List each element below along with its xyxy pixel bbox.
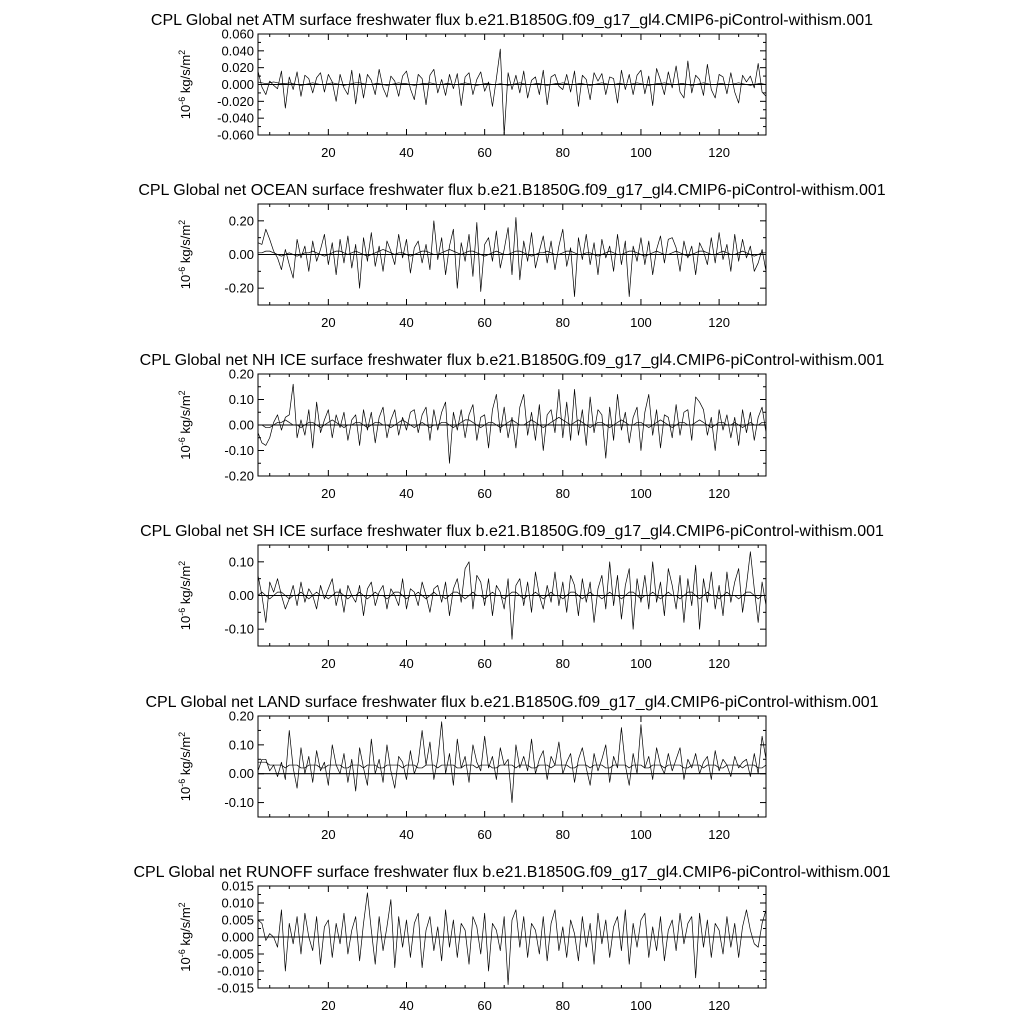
series-line-annual [258,722,766,803]
x-tick-label: 40 [399,656,414,671]
series-line-annual [258,893,766,985]
y-axis-label-base: 10 [178,274,193,290]
y-axis-label-base: 10 [178,615,193,631]
y-tick-label: 0.060 [221,26,254,42]
x-tick-label: 40 [399,315,414,330]
y-axis-label-exp: -6 [177,96,187,105]
y-axis-label [177,732,193,801]
y-axis-label-unit-exp: 2 [177,219,187,225]
x-tick-label: 40 [399,998,414,1013]
x-tick-label: 60 [477,998,492,1013]
x-tick-label: 100 [630,656,652,671]
y-tick-label: -0.015 [217,980,254,996]
x-tick-label: 60 [477,486,492,501]
x-tick-label: 80 [555,145,571,160]
y-tick-label: 0.000 [221,77,254,92]
y-tick-label: 0.010 [221,895,254,911]
y-axis-label-base: 10 [178,786,193,802]
chart-panel-5 [145,694,878,842]
y-axis-label-unit-exp: 2 [177,731,187,737]
x-tick-label: 20 [321,998,336,1013]
y-axis-label-unit-exp: 2 [177,560,187,566]
x-tick-label: 100 [630,998,652,1013]
x-tick-label: 80 [555,827,571,842]
chart-panel-2 [138,182,885,330]
chart-title: CPL Global net ATM surface freshwater flux b.e21.B1850G.f09_g17_gl4.CMIP6-piControl-withism.001 [150,12,874,29]
y-axis-label-unit-exp: 2 [177,49,187,55]
y-axis-label [177,50,193,119]
y-tick-label: 0.040 [221,43,254,59]
y-tick-label: 0.015 [221,878,254,894]
chart-title: CPL Global net OCEAN surface freshwater flux b.e21.B1850G.f09_g17_gl4.CMIP6-piControl-withism.001 [138,182,886,199]
x-tick-label: 20 [321,486,336,501]
x-tick-label: 100 [630,486,652,501]
y-tick-label: 0.00 [228,247,254,262]
x-tick-label: 60 [477,145,492,160]
series-line-annual [258,384,766,463]
y-tick-label: 0.00 [228,417,254,433]
x-tick-label: 60 [477,656,492,671]
x-tick-label: 80 [555,315,571,330]
y-tick-label: 0.000 [221,929,254,945]
x-tick-label: 100 [630,827,652,842]
y-axis-label [177,902,193,971]
y-axis-label-unit: kg/s/m [178,565,193,608]
x-tick-label: 20 [321,656,336,671]
y-tick-label: -0.10 [224,443,254,458]
y-tick-label: 0.020 [221,60,254,76]
y-axis-label-unit-exp: 2 [177,902,187,908]
x-tick-label: 80 [555,998,571,1013]
x-tick-label: 120 [708,145,730,160]
y-tick-label: -0.040 [217,110,254,126]
chart-panel-3 [140,352,885,501]
chart-title: CPL Global net LAND surface freshwater flux b.e21.B1850G.f09_g17_gl4.CMIP6-piControl-withism.001 [145,694,879,711]
x-tick-label: 20 [321,827,336,842]
x-tick-label: 60 [477,827,492,842]
x-tick-label: 100 [630,315,652,330]
y-tick-label: -0.10 [224,795,254,811]
x-tick-label: 40 [399,486,414,501]
y-tick-label: 0.00 [228,766,254,782]
y-tick-label: 0.20 [228,708,254,724]
x-tick-label: 120 [708,486,730,501]
y-axis-label [177,561,193,630]
y-axis-label-unit: kg/s/m [178,395,193,438]
x-tick-label: 40 [399,145,414,160]
y-tick-label: 0.20 [228,366,254,382]
y-tick-label: 0.10 [228,554,254,570]
x-tick-label: 100 [630,145,652,160]
y-tick-label: -0.20 [224,280,254,296]
y-tick-label: -0.10 [224,621,254,637]
chart-title: CPL Global net NH ICE surface freshwater flux b.e21.B1850G.f09_g17_gl4.CMIP6-piControl-withism.001 [139,352,885,369]
y-tick-label: -0.020 [217,93,254,109]
y-axis-label-exp: -6 [177,266,187,275]
chart-panel-1 [151,12,873,160]
y-axis-label-base: 10 [178,104,193,120]
chart-title: CPL Global net RUNOFF surface freshwater flux b.e21.B1850G.f09_g17_gl4.CMIP6-piControl-withism.001 [133,864,891,881]
y-tick-label: 0.20 [228,213,254,229]
series-line-annual [258,217,766,296]
x-tick-label: 60 [477,315,492,330]
y-axis-label-exp: -6 [177,949,187,958]
x-tick-label: 120 [708,656,730,671]
chart-panel-6 [133,864,890,1013]
series-line-annual [258,49,766,135]
x-tick-label: 120 [708,998,730,1013]
y-tick-label: 0.10 [228,392,254,407]
y-tick-label: 0.00 [228,588,254,603]
y-tick-label: -0.20 [224,468,254,484]
chart-panel-4 [140,523,884,671]
y-tick-label: -0.060 [217,127,254,143]
y-tick-label: -0.005 [217,946,254,962]
y-axis-label [177,390,193,459]
y-axis-label-unit: kg/s/m [178,907,193,950]
y-tick-label: 0.005 [221,912,254,928]
y-axis-label-unit: kg/s/m [178,224,193,267]
y-axis-label-base: 10 [178,445,193,460]
y-tick-label: 0.10 [228,737,254,753]
y-axis-label-exp: -6 [177,437,187,446]
y-axis-label-exp: -6 [177,607,187,616]
x-tick-label: 80 [555,486,571,501]
x-tick-label: 20 [321,315,336,330]
x-tick-label: 80 [555,656,571,671]
y-tick-label: -0.010 [217,963,254,979]
y-axis-label [177,220,193,289]
x-tick-label: 40 [399,827,414,842]
x-tick-label: 20 [321,145,336,160]
y-axis-label-unit-exp: 2 [177,390,187,396]
chart-title: CPL Global net SH ICE surface freshwater flux b.e21.B1850G.f09_g17_gl4.CMIP6-piControl-withism.001 [140,523,884,540]
y-axis-label-exp: -6 [177,778,187,787]
y-axis-label-unit: kg/s/m [178,54,193,97]
y-axis-label-unit: kg/s/m [178,736,193,779]
x-tick-label: 120 [708,315,730,330]
x-tick-label: 120 [708,827,730,842]
y-axis-label-base: 10 [178,957,193,972]
